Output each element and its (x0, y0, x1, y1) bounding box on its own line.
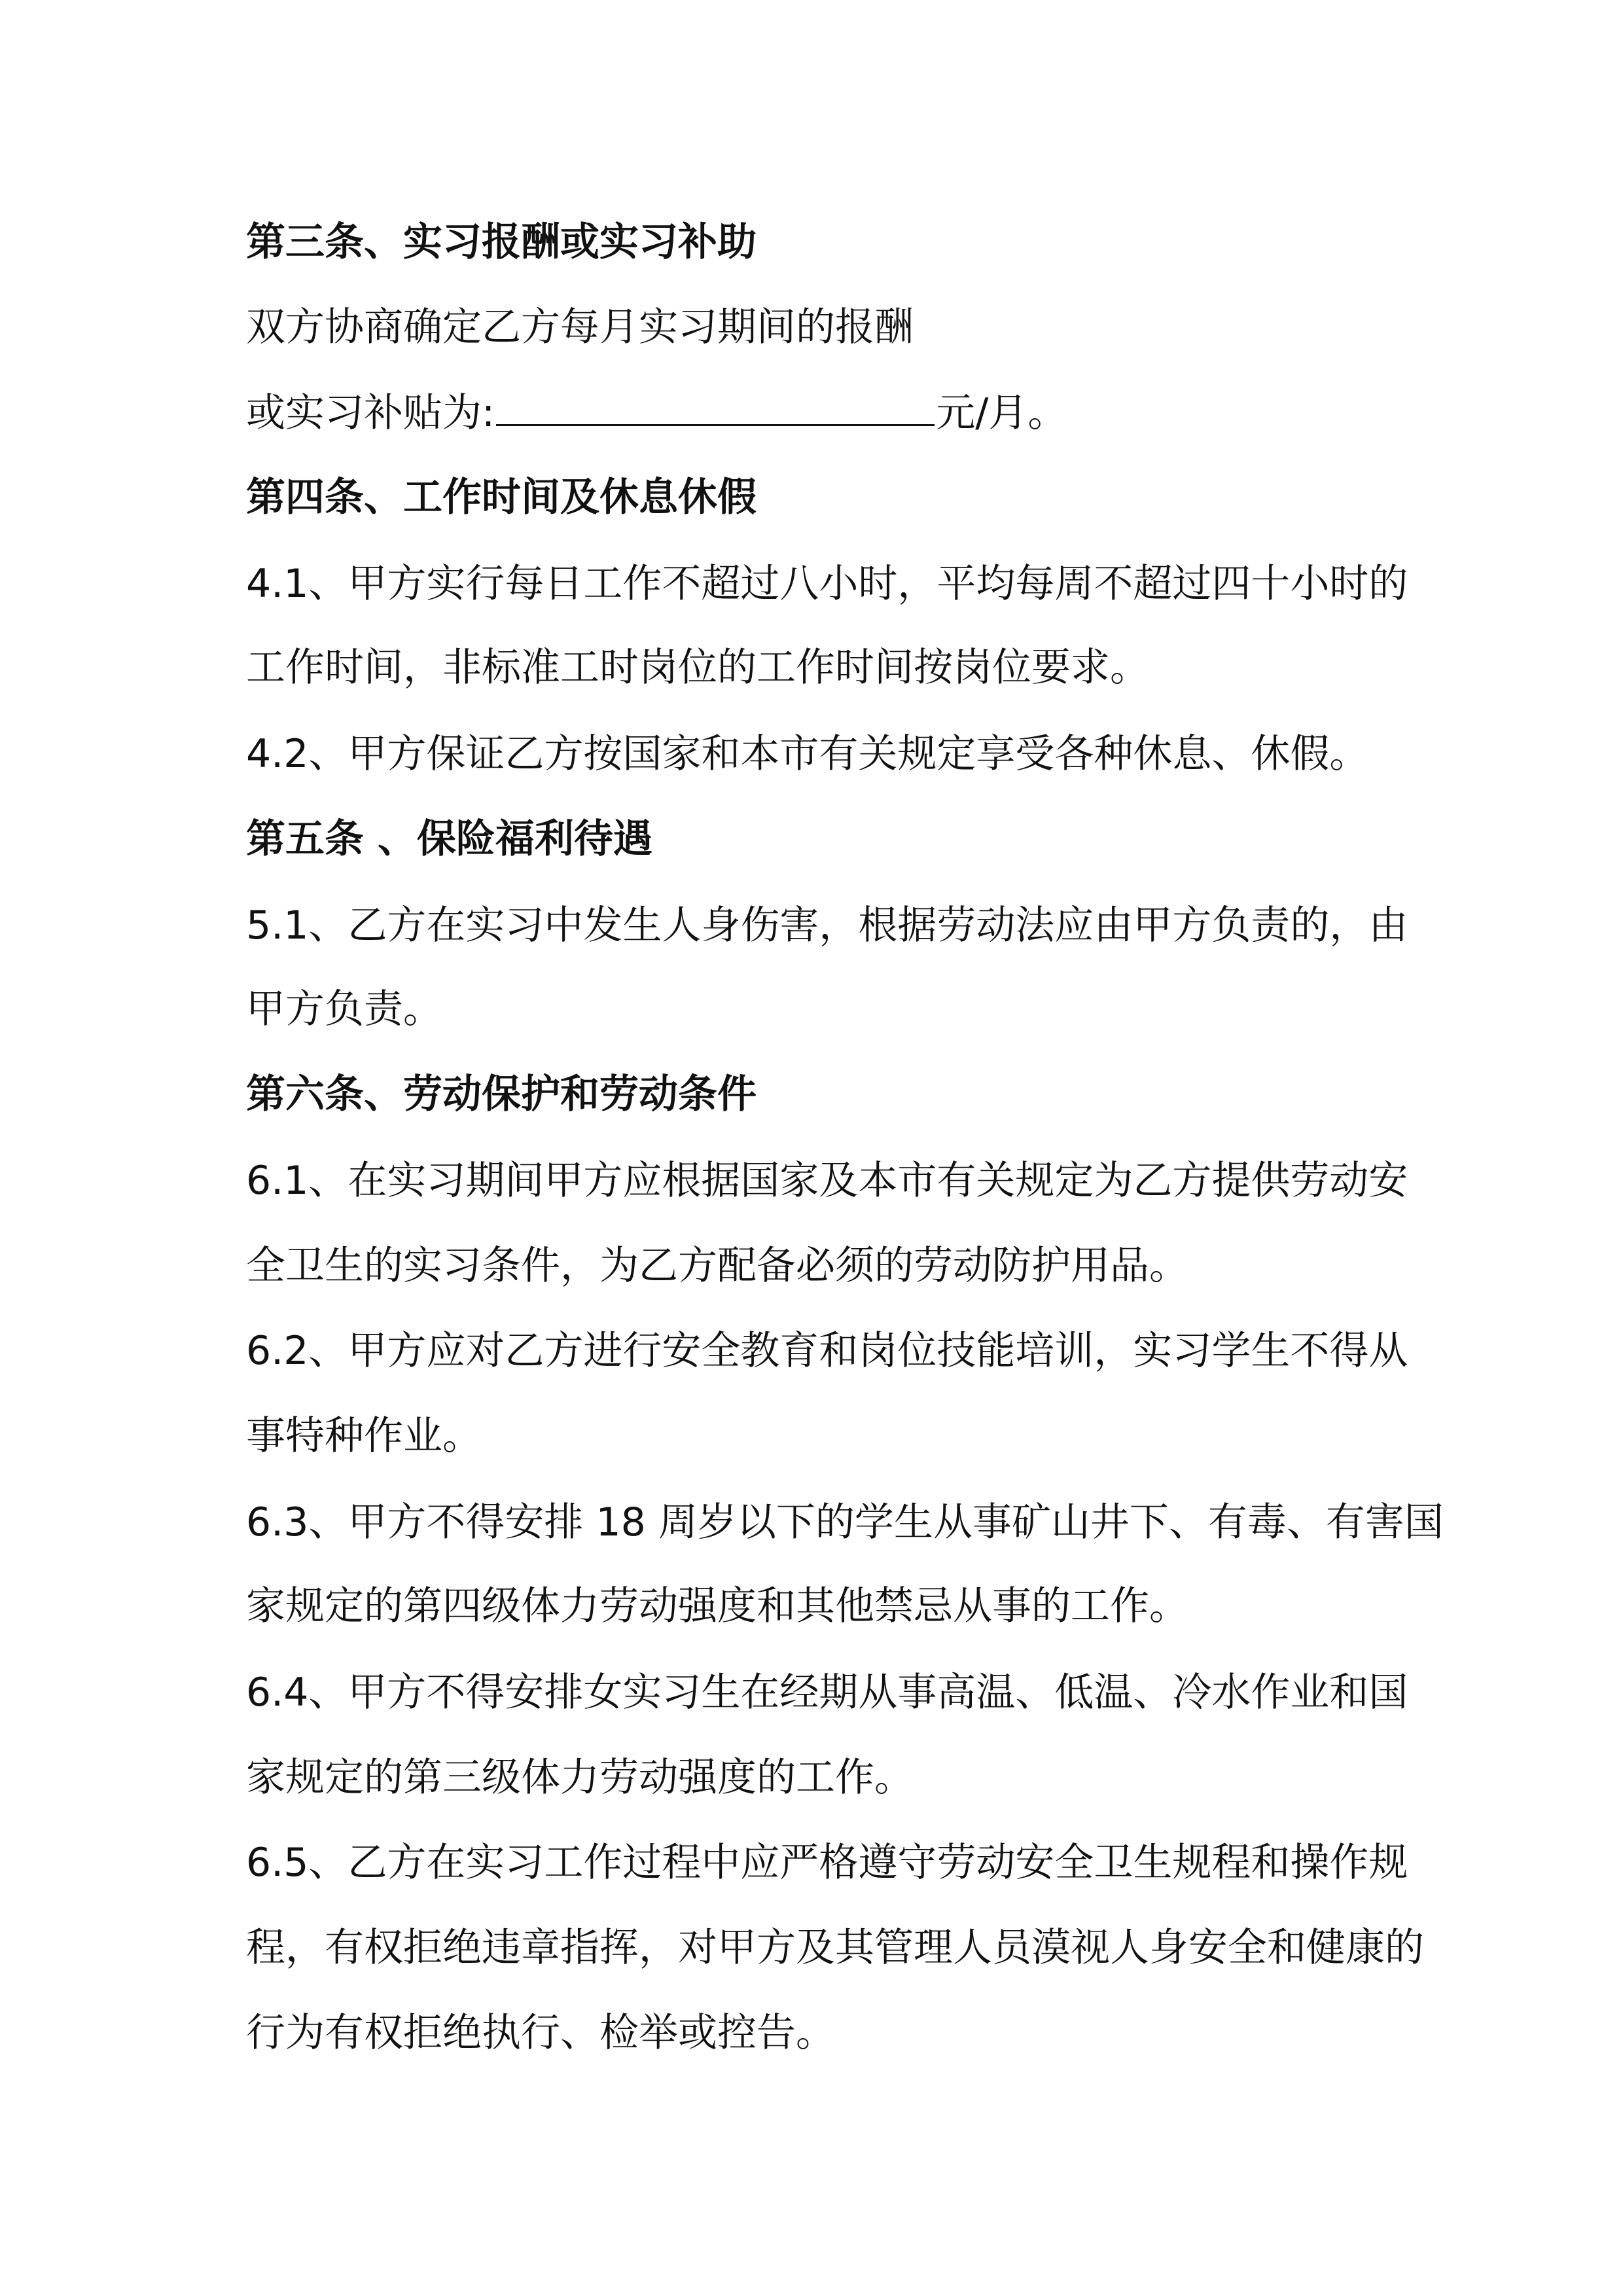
clause-6-5-line-3: 行为有权拒绝执行、检举或控告。 (246, 2010, 835, 2056)
clause-4-2: 4.2、甲方保证乙方按国家和本市有关规定享受各种休息、休假。 (246, 731, 1369, 777)
clause-6-5-line-1: 6.5、乙方在实习工作过程中应严格遵守劳动安全卫生规程和操作规 (246, 1840, 1408, 1886)
clause-6-2-line-2: 事特种作业。 (246, 1413, 482, 1459)
amount-blank-field[interactable] (496, 386, 935, 426)
section-3-line-2-prefix: 或实习补贴为: (246, 390, 495, 436)
section-3-line-1: 双方协商确定乙方每月实习期间的报酬 (246, 304, 914, 350)
clause-6-1-line-2: 全卫生的实习条件，为乙方配备必须的劳动防护用品。 (246, 1243, 1188, 1289)
clause-6-3-line-1: 6.3、甲方不得安排 18 周岁以下的学生从事矿山井下、有毒、有害国 (246, 1499, 1444, 1545)
clause-6-3-line-2: 家规定的第四级体力劳动强度和其他禁忌从事的工作。 (246, 1583, 1188, 1629)
clause-5-1-line-1: 5.1、乙方在实习中发生人身伤害，根据劳动法应由甲方负责的，由 (246, 903, 1408, 948)
clause-6-2-line-1: 6.2、甲方应对乙方进行安全教育和岗位技能培训，实习学生不得从 (246, 1328, 1408, 1374)
clause-5-1-line-2: 甲方负责。 (246, 986, 442, 1032)
clause-6-1-line-1: 6.1、在实习期间甲方应根据国家及本市有关规定为乙方提供劳动安 (246, 1158, 1408, 1204)
section-3-line-2-suffix: 元/月。 (936, 390, 1067, 436)
clause-4-1-line-1: 4.1、甲方实行每日工作不超过八小时，平均每周不超过四十小时的 (246, 561, 1408, 607)
clause-6-4-line-2: 家规定的第三级体力劳动强度的工作。 (246, 1755, 914, 1801)
section-3-title: 第三条、实习报酬或实习补助 (246, 219, 757, 265)
clause-6-4-line-1: 6.4、甲方不得安排女实习生在经期从事高温、低温、冷水作业和国 (246, 1670, 1408, 1715)
clause-6-5-line-2: 程，有权拒绝违章指挥，对甲方及其管理人员漠视人身安全和健康的 (246, 1925, 1424, 1971)
section-4-title: 第四条、工作时间及休息休假 (246, 475, 757, 520)
section-5-title: 第五条 、保险福利待遇 (246, 816, 652, 862)
section-3-line-2 (246, 386, 1398, 439)
section-6-title: 第六条、劳动保护和劳动条件 (246, 1071, 757, 1117)
clause-4-1-line-2: 工作时间，非标准工时岗位的工作时间按岗位要求。 (246, 645, 1149, 691)
